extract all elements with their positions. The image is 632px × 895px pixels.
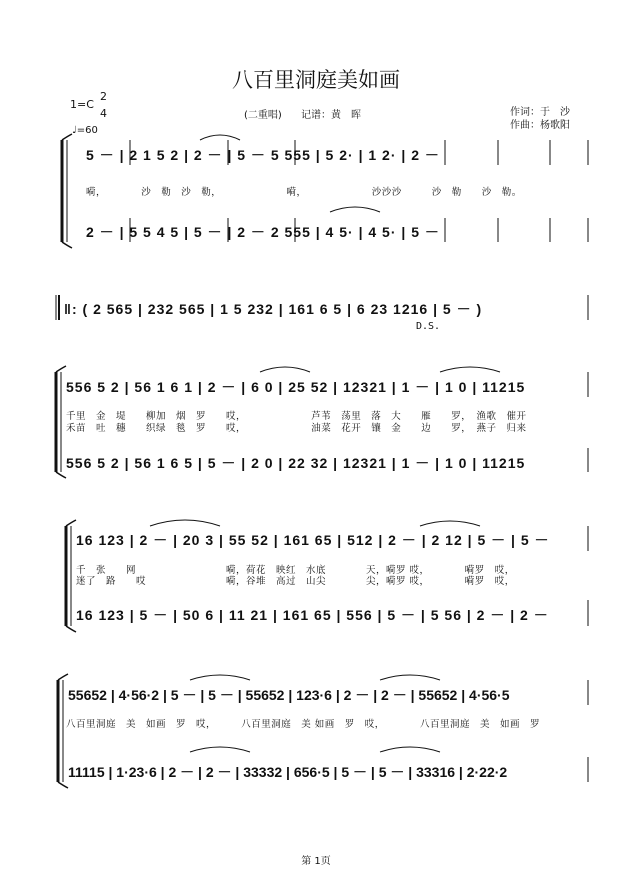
page-number: 第 1页 bbox=[301, 856, 331, 867]
system4-lyrics-verse2: 迷了 路 哎 嗬，谷堆 高过 山尖 尖，嗬罗 哎， 嗬罗 哎， bbox=[76, 576, 515, 587]
system5-lyrics: 八百里洞庭 美 如画 罗 哎， 八百里洞庭 美 如画 罗 哎， 八百里洞庭 美 如画 罗 bbox=[66, 719, 541, 730]
time-signature-bottom: 4 bbox=[100, 107, 107, 120]
system5-lower-notes: 11115 | 1·23·6 | 2 － | 2 － | 33332 | 656·5 | 5 － | 5 － | 33316 | 2·22·2 bbox=[68, 764, 508, 780]
system4-lower-notes: 16 123 | 5 － | 50 6 | 11 21 | 161 65 | 556 | 5 － | 5 56 | 2 － | 2 － bbox=[76, 607, 549, 623]
system3-upper-notes: 556 5 2 | 56 1 6 1 | 2 － | 6 0 | 25 52 | 12321 | 1 － | 1 0 | 11215 bbox=[66, 379, 526, 395]
system5-upper-notes: 55652 | 4·56·2 | 5 － | 5 － | 55652 | 123·6 | 2 － | 2 － | 55652 | 4·56·5 bbox=[68, 687, 510, 703]
system4-upper-notes: 16 123 | 2 － | 20 3 | 55 52 | 161 65 | 512 | 2 － | 2 12 | 5 － | 5 － bbox=[76, 532, 550, 548]
system4-lyrics-verse1: 千 张 网 嗬，荷花 映红 水底 天，嗬罗 哎， 嗬罗 哎， bbox=[76, 565, 515, 576]
system1-lower-notes: 2 － | 5 5 4 5 | 5 － | 2 － 2 555 | 4 5· | 4 5· | 5 － bbox=[86, 224, 440, 240]
song-title: 八百里洞庭美如画 bbox=[232, 68, 400, 92]
system3-lyrics-verse1: 千里 金 堤 柳加 烟 罗 哎， 芦苇 荡里 落 大 雁 罗， 渔歌 催开 bbox=[66, 411, 527, 422]
key-signature: 1=C bbox=[70, 98, 94, 111]
system3-lyrics-verse2: 禾苗 吐 穗 织绿 毯 罗 哎， 油菜 花开 镶 金 边 罗， 燕子 归来 bbox=[66, 423, 527, 434]
time-signature-top: 2 bbox=[100, 90, 107, 103]
dal-segno-mark: D.S. bbox=[416, 321, 441, 332]
system1-upper-notes: 5 － | 2 1 5 2 | 2 － | 5 － 5 555 | 5 2· | 1 2· | 2 － bbox=[86, 147, 440, 163]
system2-intro-notes: ‖: ( 2 565 | 232 565 | 1 5 232 | 161 6 5 | 6 23 1216 | 5 － ) bbox=[64, 301, 483, 317]
notation-credit: 记谱：黄 晖 bbox=[301, 110, 361, 121]
composer-credit: 作曲：杨歌阳 bbox=[510, 120, 570, 131]
system3-lower-notes: 556 5 2 | 56 1 6 5 | 5 － | 2 0 | 22 32 | 12321 | 1 － | 1 0 | 11215 bbox=[66, 455, 526, 471]
tempo-mark: ♩=60 bbox=[72, 125, 98, 136]
system1-lyrics: 嗬， 沙 勒 沙 勒， 嗬， 沙沙沙 沙 勒 沙 勒。 bbox=[86, 187, 522, 198]
subtitle: (二重唱) bbox=[244, 110, 282, 121]
lyricist-credit: 作词：于 沙 bbox=[510, 107, 570, 118]
